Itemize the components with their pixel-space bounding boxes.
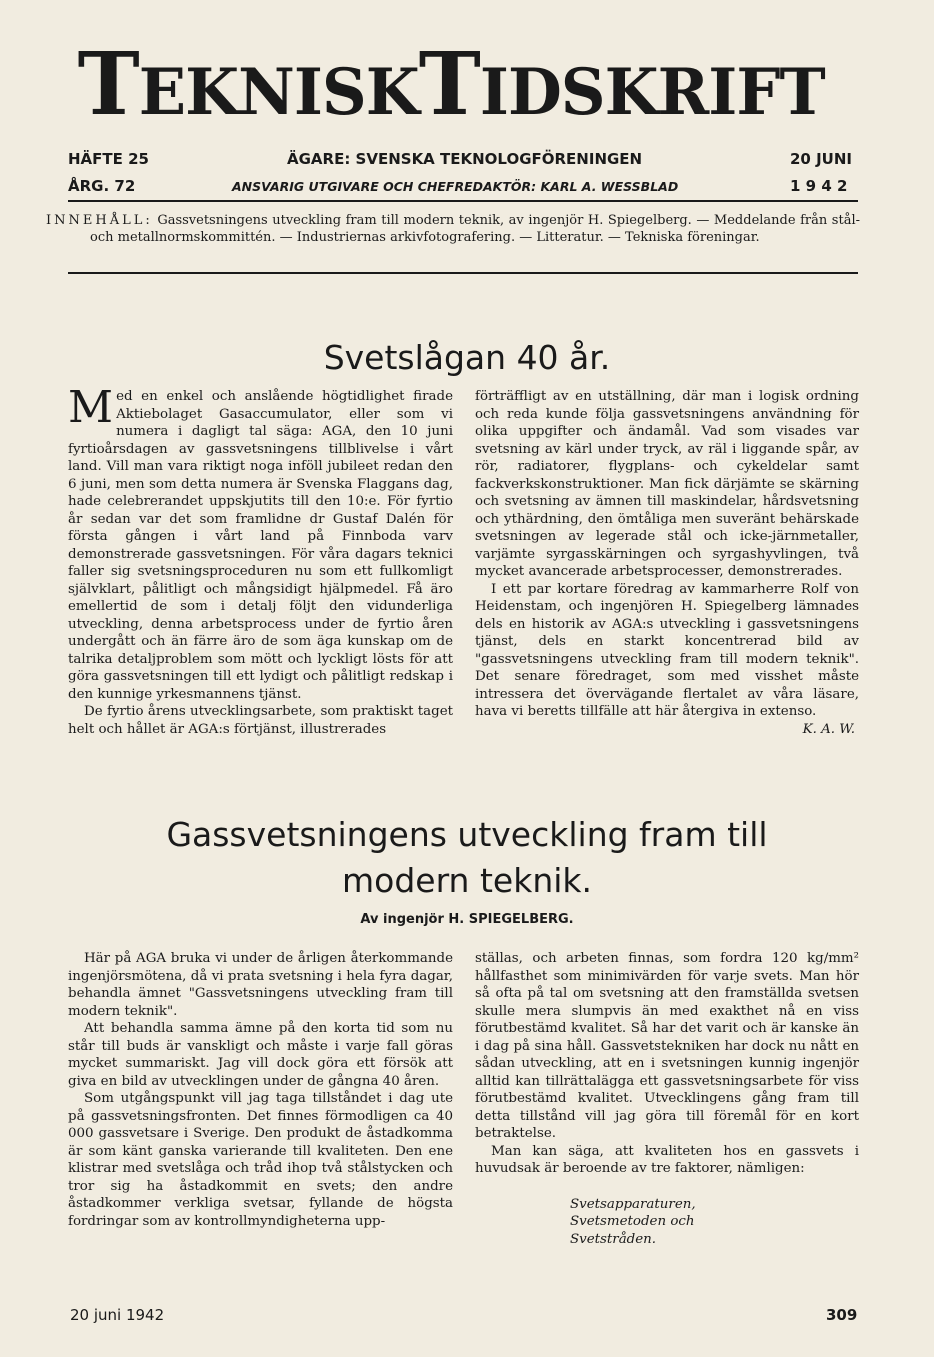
factor-item: Svetsapparaturen,	[570, 1196, 696, 1212]
table-of-contents	[46, 212, 860, 246]
masthead-word-2: IDSKRIFT	[479, 55, 825, 130]
article-1-right-column	[475, 388, 859, 738]
masthead-word-1: EKNISK	[138, 55, 419, 130]
masthead-initial-1: T	[77, 34, 139, 135]
article-1-paragraph: förträffligt av en utställning, där man i logisk ordning och reda kunde följa gassvetsningens användning för olika uppgifter och ändamål. Vad som visades var svetsning av kärl under tryck, av räl i liggande spår, av rör, radiatorer, flygplans- och cykeldelar samt fackverkskonstruktioner. Man fick därjämte se skärning och svetsning av ämnen till maskindelar, hårdsvetsning och ythärdning, den ömtåliga men suveränt behärskade svetsningen av legerade stål och icke-järnmetaller, varjämte syrgasskärningen och syrgashyvlingen, två mycket avancerade arbetsprocesser, demonstrerades.	[475, 389, 859, 579]
article-2-paragraph: Här på AGA bruka vi under de årligen återkommande ingenjörsmötena, då vi prata svetsning i hela fyra dagar, behandla ämnet "Gassvetsningens utveckling fram till modern teknik".	[68, 951, 453, 1019]
article-2-paragraph: Som utgångspunkt vill jag taga tillståndet i dag ute på gassvetsningsfronten. Det finnes förmodligen ca 40 000 gassvetsare i Sverige. Den produkt de åstadkomma är som känt ganska varierande till kvaliteten. Den ene klistrar med svetslåga och tråd ihop två stålstycken och tror sig ha åstadkommit en svets; den andre åstadkommer verkliga svetsar, fyllande de högsta fordringar som av kontrollmyndigheterna upp-	[68, 1091, 453, 1229]
drop-cap: M	[68, 382, 114, 433]
article-1-left-column	[68, 382, 453, 738]
issue-year: 1 9 4 2	[790, 177, 848, 195]
contents-rule	[68, 272, 858, 274]
contents-text: Gassvetsningens utveckling fram till modern teknik, av ingenjör H. Spiegelberg. — Meddelande från stål- och metallnormskommittén. — Industriernas arkivfotografering. — Litteratur. — Tekniska föreningar.	[90, 213, 860, 245]
issue-date: 20 JUNI	[790, 150, 852, 168]
article-2-title-line-1: Gassvetsningens utveckling fram till	[166, 815, 768, 854]
issue-number: HÄFTE 25	[68, 150, 149, 168]
article-2-paragraph: ställas, och arbeten finnas, som fordra 120 kg/mm² hållfasthet som minimivärden för varje svets. Man hör så ofta på tal om svetsning att den framställda svetsen skulle mera slumpvis än med exakthet nå en viss förutbestämd kvalitet. Så har det varit och är kanske än i dag på sina håll. Gassvetstekniken har dock nu nått en sådan utveckling, att en i svetsningen kunnig ingenjör alltid kan tillrättalägga ett gassvetsningsarbete för viss förutbestämd kvalitet. Utvecklingens gång fram till detta tillstånd vill jag göra till föremål för en kort betraktelse.	[475, 951, 859, 1141]
article-2-paragraph: Att behandla samma ämne på den korta tid som nu står till buds är vanskligt och måste i varje fall göras mycket summariskt. Jag vill dock göra ett försök att giva en bild av utvecklingen under de gångna 40 åren.	[68, 1021, 453, 1089]
contents-label: INNEHÅLL:	[46, 213, 153, 228]
volume-number: ÅRG. 72	[68, 177, 136, 195]
header-rule	[68, 200, 858, 202]
footer-date: 20 juni 1942	[70, 1306, 165, 1324]
factor-item: Svetsmetoden och	[570, 1214, 695, 1229]
article-1-paragraph: De fyrtio årens utvecklingsarbete, som praktiskt taget helt och hållet är AGA:s förtjänst, illustrerades	[68, 704, 453, 737]
editor-line: ANSVARIG UTGIVARE OCH CHEFREDAKTÖR: KARL A. WESSBLAD	[232, 179, 679, 194]
quality-factors-list	[475, 1196, 859, 1249]
article-2-right-column	[475, 950, 859, 1248]
page-number: 309	[826, 1306, 858, 1324]
owner-line: ÄGARE: SVENSKA TEKNOLOGFÖRENINGEN	[287, 150, 643, 168]
article-1-signature: K. A. W.	[802, 721, 855, 737]
article-1-paragraph: ed en enkel och anslående högtidlighet firade Aktiebolaget Gasaccumulator, eller som vi numera i dagligt tal säga: AGA, den 10 juni fyrtioårsdagen av gassvetsningens tillblivelse i vårt land. Vill man vara riktigt noga inföll jubileet redan den 6 juni, men som detta numera är Svenska Flaggans dag, hade celebrerandet uppskjutits till den 10:e. För fyrtio år sedan var det som framlidne dr Gustaf Dalén för första gången i vårt land på Finnboda varv demonstrerade gassvetsningen. För våra dagars teknici faller sig svetsningsproceduren nu som ett fullkomligt självklart, pålitligt och mångsidigt hjälpmedel. Få äro emellertid de som i detalj följt den vidunderliga utveckling, denna arbetsprocess under de fyrtio åren undergått och än färre äro de som äga kunskap om de talrika detaljproblem som mött och lyckligt lösts för att göra gassvetsningen till ett lydigt och pålitligt redskap i den kunnige yrkesmannens tjänst.	[68, 389, 453, 702]
article-2-title	[0, 812, 934, 904]
article-2-title-line-2: modern teknik.	[341, 861, 592, 900]
masthead-title	[68, 34, 834, 135]
article-1-title: Svetslågan 40 år.	[323, 338, 611, 377]
factor-item: Svetstråden.	[570, 1231, 657, 1247]
article-2-byline: Av ingenjör H. SPIEGELBERG.	[360, 912, 574, 927]
masthead-initial-2: T	[418, 34, 480, 135]
article-1-paragraph: I ett par kortare föredrag av kammarherre Rolf von Heidenstam, och ingenjören H. Spiegelberg lämnades dels en historik av AGA:s utveckling i gassvetsningens tjänst, dels en starkt koncentrerad bild av "gassvetsningens utveckling fram till modern teknik". Det senare föredraget, som med visshet måste intressera det övervägande flertalet av våra läsare, hava vi beretts tillfälle att här återgiva in extenso.	[475, 581, 859, 719]
article-2-left-column	[68, 950, 453, 1230]
article-2-paragraph: Man kan säga, att kvaliteten hos en gassvets i huvudsak är beroende av tre faktorer, nämligen:	[475, 1143, 859, 1176]
